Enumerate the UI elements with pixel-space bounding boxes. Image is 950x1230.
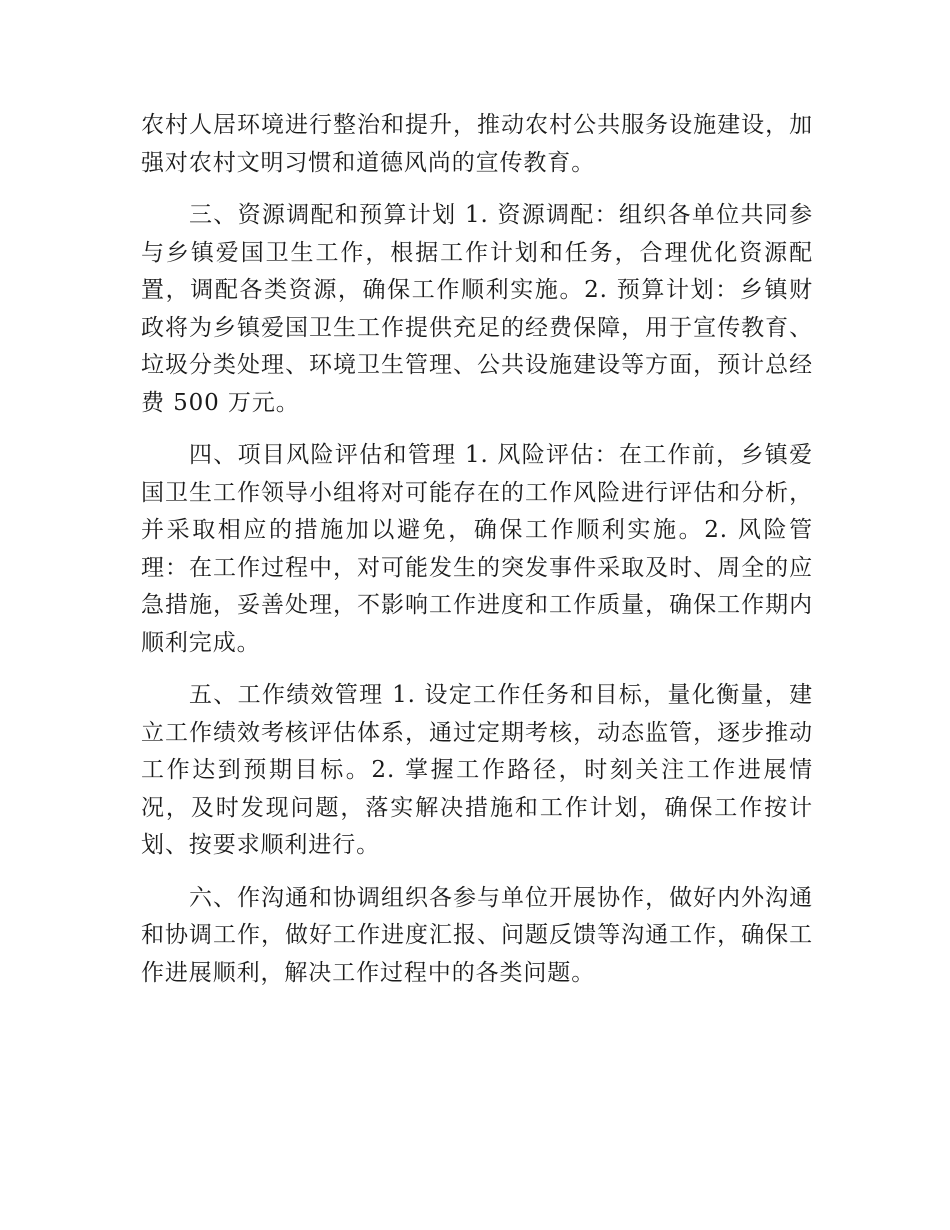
paragraph-communication: 六、作沟通和协调组织各参与单位开展协作，做好内外沟通和协调工作，做好工作进度汇报、问题反馈等沟通工作，确保工作进展顺利，解决工作过程中的各类问题。 [141, 884, 813, 986]
paragraph-continuation: 农村人居环境进行整治和提升，推动农村公共服务设施建设，加强对农村文明习惯和道德风尚的宣传教育。 [141, 112, 813, 176]
paragraph-risk-management: 四、项目风险评估和管理 1. 风险评估：在工作前，乡镇爱国卫生工作领导小组将对可能存在的工作风险进行评估和分析，并采取相应的措施加以避免，确保工作顺利实施。2. 风险管理：在工作过程中，对可能发生的突发事件采取及时、周全的应急措施，妥善处理，不影响工作进度和工作质量，确保工作期内顺利完成。 [141, 442, 813, 656]
document-body [141, 107, 813, 992]
paragraph-resource-budget: 三、资源调配和预算计划 1. 资源调配：组织各单位共同参与乡镇爱国卫生工作，根据工作计划和任务，合理优化资源配置，调配各类资源，确保工作顺利实施。2. 预算计划：乡镇财政将为乡镇爱国卫生工作提供充足的经费保障，用于宣传教育、垃圾分类处理、环境卫生管理、公共设施建设等方面，预计总经费 500 万元。 [141, 202, 813, 416]
paragraph-performance-management: 五、工作绩效管理 1. 设定工作任务和目标，量化衡量，建立工作绩效考核评估体系，通过定期考核，动态监管，逐步推动工作达到预期目标。2. 掌握工作路径，时刻关注工作进展情况，及时发现问题，落实解决措施和工作计划，确保工作按计划、按要求顺利进行。 [141, 682, 813, 858]
